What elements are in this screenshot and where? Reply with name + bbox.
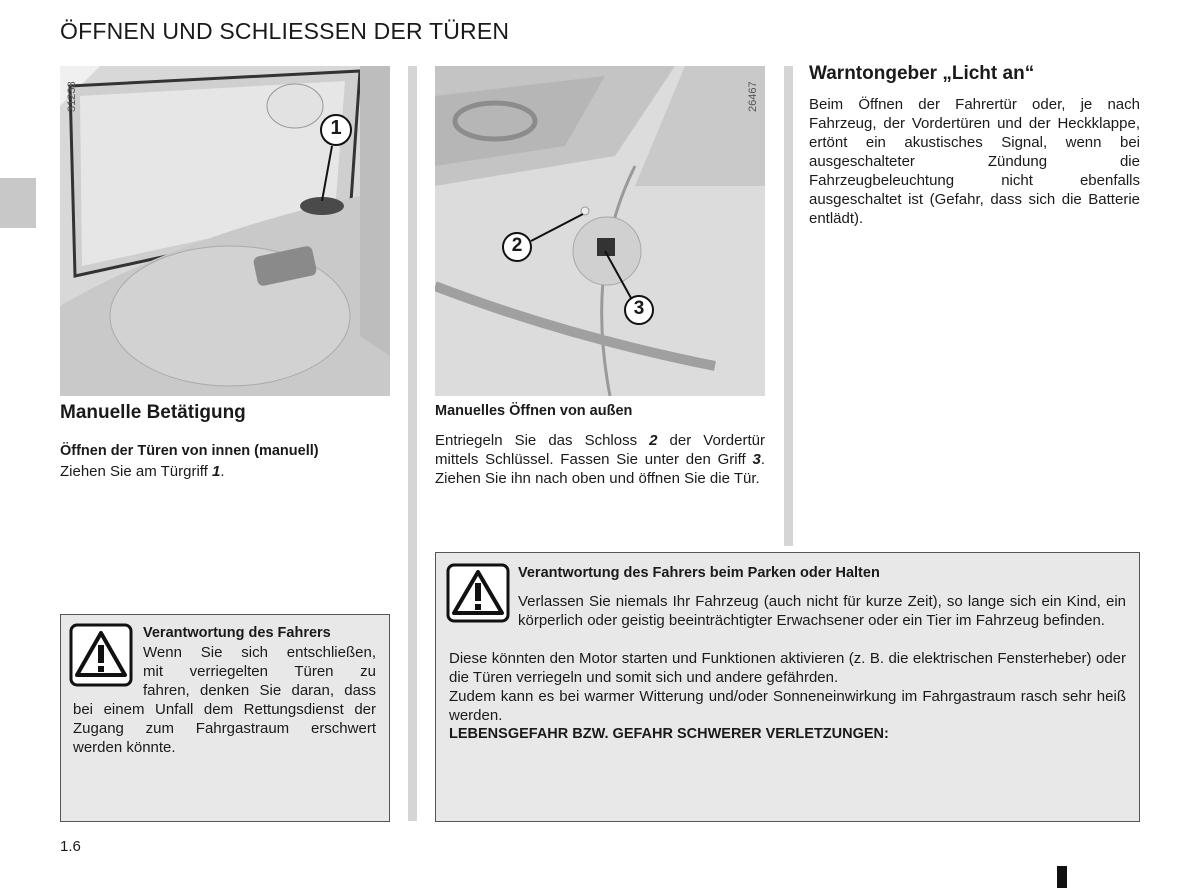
section-heading-manual: Manuelle Betätigung (60, 402, 246, 423)
column-divider-left (408, 66, 417, 821)
figure-interior-door (60, 66, 390, 396)
callout-2-3-markers (435, 66, 765, 396)
callout-2-label: 2 (511, 235, 523, 256)
callout-1-label: 1 (330, 117, 342, 139)
section-tab (0, 178, 36, 228)
figure-code: 31238 (66, 81, 78, 112)
page-title: ÖFFNEN UND SCHLIESSEN DER TÜREN (60, 18, 510, 44)
page-number: 1.6 (60, 838, 81, 855)
callout-1-marker (60, 66, 390, 396)
warning-line-3: fahren, denken Sie daran, dass (143, 682, 376, 699)
subheading-outside: Manuelles Öffnen von außen (435, 403, 633, 419)
warning-paragraph-4: LEBENSGEFAHR BZW. GEFAHR SCHWERER VERLETZUNGEN: (449, 726, 889, 742)
warning-title: Verantwortung des Fahrers (143, 625, 331, 641)
warning-line-1: Wenn Sie sich entschließen, (143, 644, 376, 661)
warning-paragraph-1: Verlassen Sie niemals Ihr Fahrzeug (auch nicht für kurze Zeit), so lange sich ein Kind, ein körperlich oder geistig beeinträchtigter Erwachsener oder ein Tier im Fahrzeug befinden. (518, 593, 1126, 629)
body-outside: Entriegeln Sie das Schloss 2 der Vordertür mittels Schlüssel. Fassen Sie unter den Griff 3. Ziehen Sie ihn nach oben und öffnen Sie die Tür. (435, 432, 765, 487)
body-inside: Ziehen Sie am Türgriff 1. (60, 463, 225, 480)
page-edge-marker (1057, 866, 1067, 888)
figure-exterior-door (435, 66, 765, 396)
warning-triangle-icon (446, 563, 510, 623)
warning-box-parking (435, 552, 1140, 822)
section-heading-light-warning: Warntongeber „Licht an“ (809, 63, 1035, 84)
warning-paragraph-2: Diese könnten den Motor starten und Funktionen aktivieren (z. B. die elektrischen Fensterheber) oder die Türen verriegeln und somit sich und andere gefährden. (449, 650, 1126, 686)
body-light-warning: Beim Öffnen der Fahrertür oder, je nach Fahrzeug, der Vordertüren und der Heckklappe, ertönt ein akustisches Signal, wenn bei ausgeschalteter Zündung die Fahrzeugbeleuchtung nicht ebenfalls ausgeschaltet ist (Gefahr, dass sich die Batterie entlädt). (809, 96, 1140, 227)
subheading-inside: Öffnen der Türen von innen (manuell) (60, 443, 319, 459)
callout-3-label: 3 (633, 298, 645, 319)
warning-title: Verantwortung des Fahrers beim Parken oder Halten (518, 565, 880, 581)
warning-body-rest: bei einem Unfall dem Rettungsdienst der Zugang zum Fahrgastraum erschwert werden könnte. (73, 701, 376, 756)
warning-line-2: mit verriegelten Türen zu (143, 663, 376, 680)
figure-code: 26467 (747, 81, 759, 112)
warning-box-driver (60, 614, 390, 822)
warning-triangle-icon (69, 623, 133, 687)
warning-paragraph-3: Zudem kann es bei warmer Witterung und/oder Sonneneinwirkung im Fahrgastraum rasch sehr heiß werden. (449, 688, 1126, 724)
column-divider-right (784, 66, 793, 546)
